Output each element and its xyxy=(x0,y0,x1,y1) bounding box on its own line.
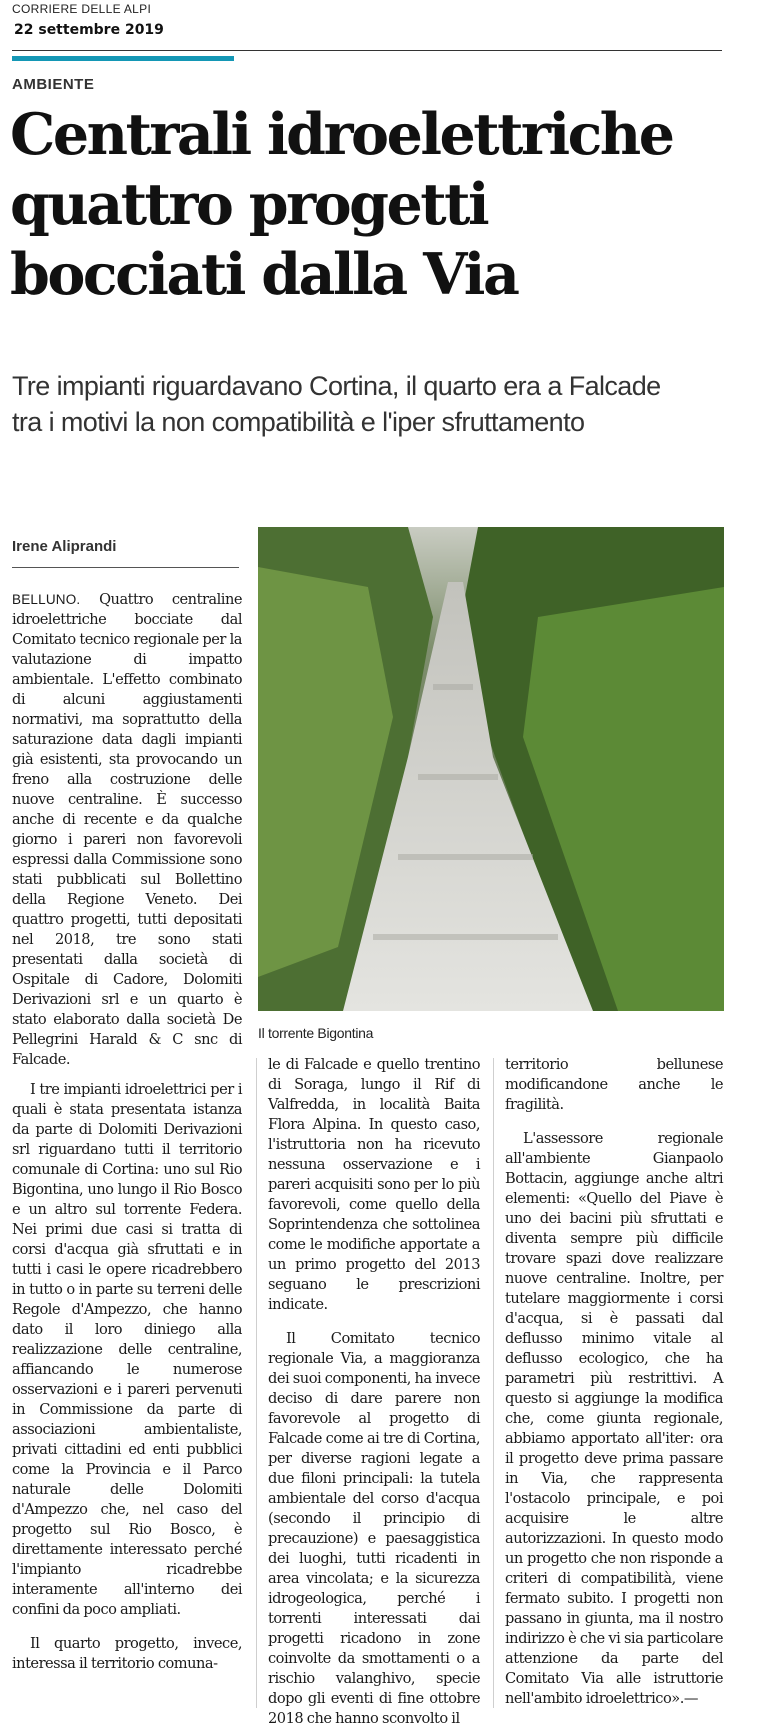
header-rule xyxy=(12,50,722,51)
article-paragraph: territorio bellunese modificandone anche le fragilità. xyxy=(505,1056,723,1113)
article-column-3 xyxy=(505,1055,723,1709)
headline-line-1: Centrali idroelettriche xyxy=(10,101,673,168)
river-photo-icon xyxy=(258,527,724,1011)
lead-text: Quattro centraline idroelettriche bocciate dal Comitato tecnico regionale per la valutazione di impatto ambientale. L'effetto combinato di alcuni aggiustamenti normativi, ma soprattutto della saturazione data dagli impianti già esistenti, sta provocando un freno alla costruzione delle nuove centraline. È successo anche di recente e da qualche giorno i pareri non favorevoli espressi dalla Commissione sono stati pubblicati sul Bollettino della Regione Veneto. Dei quattro progetti, tutti depositati nel 2018, tre sono stati presentati dalla società di Ospitale di Cadore, Dolomiti Derivazioni srl e un quarto è stato elaborato dalla società De Pellegrini Harald & C snc di Falcade. xyxy=(12,591,242,1068)
column-rule-1 xyxy=(256,1058,257,1708)
byline-rule xyxy=(12,567,239,568)
masthead: CORRIERE DELLE ALPI xyxy=(12,2,152,16)
photo-caption: Il torrente Bigontina xyxy=(258,1025,374,1041)
column-rule-2 xyxy=(493,1058,494,1708)
article-column-2 xyxy=(268,1055,480,1729)
dateline: BELLUNO. xyxy=(12,592,81,607)
headline-line-2: quattro progetti xyxy=(10,171,488,238)
river-photo xyxy=(258,527,724,1011)
subheadline xyxy=(12,368,752,440)
headline-line-3: bocciati dalla Via xyxy=(10,241,518,308)
byline: Irene Aliprandi xyxy=(12,538,117,555)
article-paragraph: Il quarto progetto, invece, interessa il territorio comuna- xyxy=(12,1635,242,1672)
subheadline-line-1: Tre impianti riguardavano Cortina, il quarto era a Falcade xyxy=(12,371,661,401)
article-paragraph: Il Comitato tecnico regionale Via, a maggioranza dei suoi componenti, ha invece deciso di dare parere non favorevole al progetto di Falcade come ai tre di Cortina, per diverse ragioni legate a due filoni principali: la tutela ambientale del corso d'acqua (secondo il principio di precauzione) e paesaggistica dei luoghi, tutti ricadenti in area vincolata; e la sicurezza idrogeologica, perché i torrenti interessati dai progetti ricadono in zone coinvolte da smottamenti o a rischio valanghivo, specie dopo gli eventi di fine ottobre 2018 che hanno sconvolto il xyxy=(268,1330,480,1727)
article-paragraph: I tre impianti idroelettrici per i quali è stata presentata istanza da parte di Dolomiti Derivazioni srl riguardano tutti il territorio comunale di Cortina: uno sul Rio Bigontina, uno lungo il Rio Bosco e un altro sul torrente Federa. Nei primi due casi si tratta di corsi d'acqua già sfruttati e in tutti i casi le opere ricadrebbero in tutto o in parte su terreni delle Regole d'Ampezzo, che hanno dato il loro diniego alla realizzazione delle centraline, affiancando le numerose osservazioni e i pareri pervenuti in Commissione da parte di associazioni ambientaliste, privati cittadini ed enti pubblici come la Provincia e il Parco naturale delle Dolomiti d'Ampezzo che, nel caso del progetto sul Rio Bosco, è direttamente interessato perché l'impianto ricadrebbe interamente all'interno dei confini da poco ampliati. xyxy=(12,1081,242,1618)
accent-bar xyxy=(12,56,234,61)
headline xyxy=(10,100,740,310)
publication-date: 22 settembre 2019 xyxy=(14,22,164,38)
article-column-1-bottom xyxy=(12,1080,242,1674)
lead-paragraph xyxy=(12,590,242,1070)
article-column-1-top xyxy=(12,590,242,1070)
article-paragraph: le di Falcade e quello trentino di Soraga, lungo il Rif di Valfredda, in località Baita Flora Alpina. In questo caso, l'istruttoria non ha ricevuto nessuna osservazione e i pareri acquisiti sono per lo più favorevoli, come quello della Soprintendenza che sottolinea come le modifiche apportate a un primo progetto del 2013 seguano le prescrizioni indicate. xyxy=(268,1056,480,1313)
section-label: AMBIENTE xyxy=(12,76,95,93)
article-paragraph: L'assessore regionale all'ambiente Gianpaolo Bottacin, aggiunge anche altri elementi: «Quello del Piave è uno dei bacini più sfruttati e diventa sempre più difficile trovare spazi dove realizzare nuove centraline. Inoltre, per tutelare maggiormente i corsi d'acqua, si è passati dal deflusso minimo vitale al deflusso ecologico, che ha parametri più restrittivi. A questo si aggiunge la modifica che, come giunta regionale, abbiamo apportato all'iter: ora il progetto deve prima passare in Via, che rappresenta l'ostacolo principale, e poi acquisire le altre autorizzazioni. In questo modo un progetto che non risponde a criteri di compatibilità, viene fermato subito. I progetti non passano in giunta, ma il nostro indirizzo è che vi sia particolare attenzione da parte del Comitato Via alle istruttorie nell'ambito idroelettrico».— xyxy=(505,1130,723,1707)
subheadline-line-2: tra i motivi la non compatibilità e l'iper sfruttamento xyxy=(12,407,585,437)
